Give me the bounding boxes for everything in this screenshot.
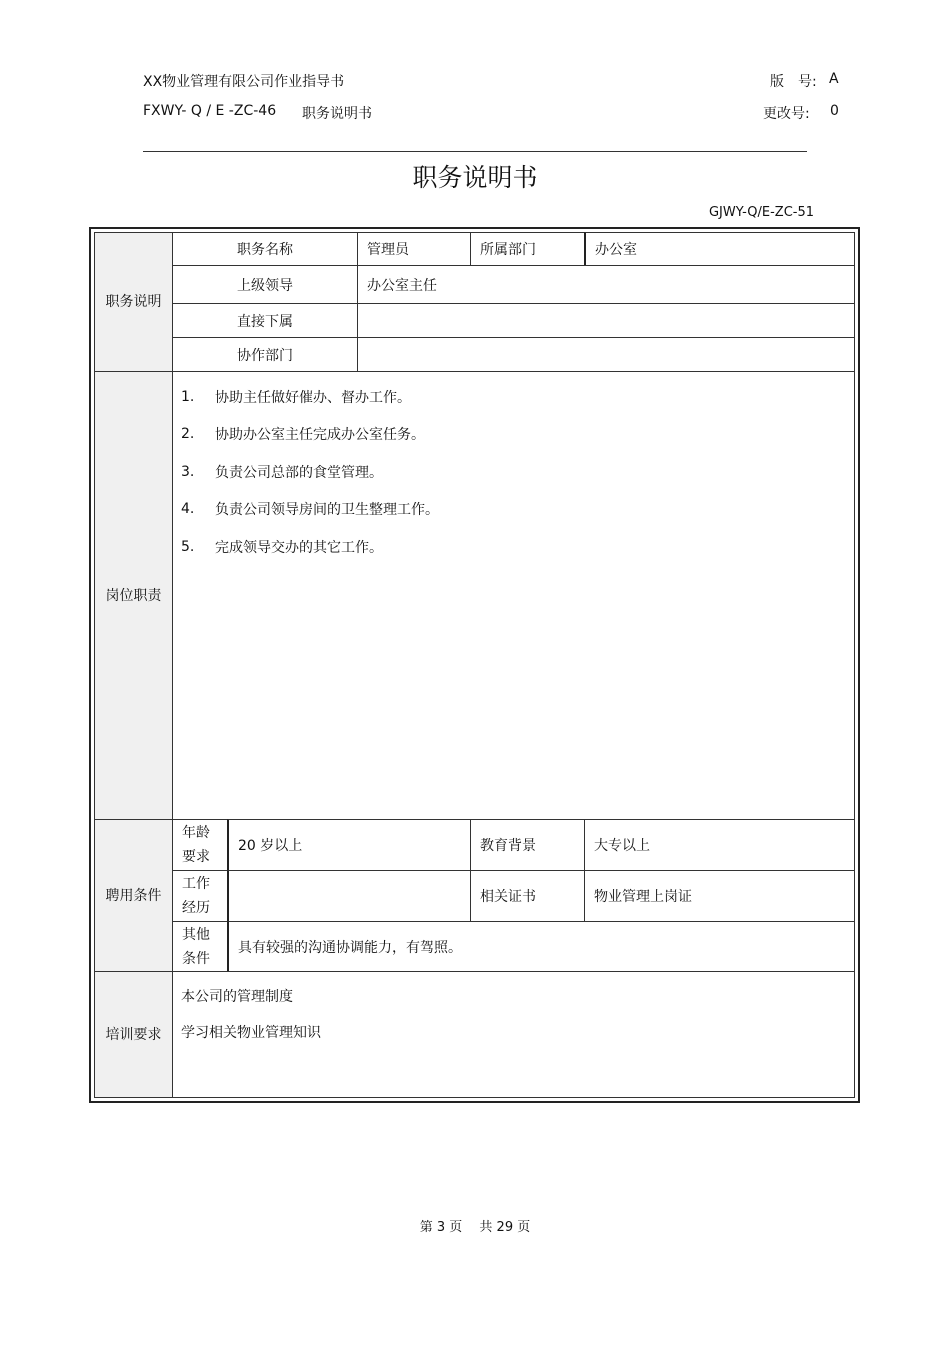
- list-item: 5. 完成领导交办的其它工作。: [181, 538, 383, 556]
- section-label-hiring-text: 聘用条件: [105, 887, 162, 904]
- other-value: 具有较强的沟通协调能力，有驾照。: [227, 921, 855, 972]
- revision-value: 0: [830, 103, 839, 119]
- edu-value: 大专以上: [584, 819, 855, 871]
- job-name-label: 职务名称: [172, 232, 358, 266]
- list-item: 2. 协助办公室主任完成办公室任务。: [181, 426, 425, 444]
- list-item: 3. 负责公司总部的食堂管理。: [181, 463, 383, 481]
- version-value: A: [829, 71, 839, 87]
- job-description-table: [94, 232, 855, 1098]
- job-name-value: 管理员: [357, 232, 471, 266]
- page-number: 第 3 页 共 29 页: [419, 1220, 531, 1235]
- revision-label: 更改号:: [763, 106, 810, 122]
- other-label: 其他 条件: [172, 921, 228, 972]
- section-label-job: [94, 232, 173, 372]
- subordinate-value: [357, 303, 855, 338]
- age-label: 年龄 要求: [172, 819, 228, 871]
- version-label: 版 号:: [770, 74, 817, 90]
- dept-label: 所属部门: [470, 232, 585, 266]
- header-divider: [143, 151, 807, 152]
- experience-label: 工作 经历: [172, 870, 228, 922]
- section-label-hiring: [94, 819, 173, 972]
- coop-dept-value: [357, 337, 855, 372]
- company-title: XX物业管理有限公司作业指导书: [143, 74, 345, 90]
- list-item: 1. 协助主任做好催办、督办工作。: [181, 388, 411, 406]
- list-item: 4. 负责公司领导房间的卫生整理工作。: [181, 501, 439, 519]
- section-label-training-text: 培训要求: [105, 1026, 162, 1043]
- training-line: 本公司的管理制度: [181, 989, 293, 1005]
- page-title: 职务说明书: [412, 163, 538, 192]
- coop-dept-label: 协作部门: [172, 337, 358, 372]
- age-value: 20 岁以上: [227, 819, 471, 871]
- experience-value: [227, 870, 471, 922]
- duties-list: [172, 371, 855, 820]
- edu-label: 教育背景: [470, 819, 585, 871]
- cert-label: 相关证书: [470, 870, 585, 922]
- cert-value: 物业管理上岗证: [584, 870, 855, 922]
- doc-reference: GJWY-Q/E-ZC-51: [708, 205, 814, 220]
- superior-label: 上级领导: [172, 265, 358, 304]
- section-label-training: [94, 971, 173, 1098]
- section-label-duties-text: 岗位职责: [105, 587, 162, 604]
- superior-value: 办公室主任: [357, 265, 855, 304]
- doc-name: 职务说明书: [302, 106, 372, 122]
- dept-value: 办公室: [584, 232, 855, 266]
- section-label-job-text: 职务说明: [105, 294, 162, 310]
- training-line: 学习相关物业管理知识: [181, 1025, 321, 1041]
- training-content: [172, 971, 855, 1098]
- subordinate-label: 直接下属: [172, 303, 358, 338]
- doc-code: FXWY- Q / E -ZC-46: [143, 103, 277, 119]
- section-label-duties: [94, 371, 173, 820]
